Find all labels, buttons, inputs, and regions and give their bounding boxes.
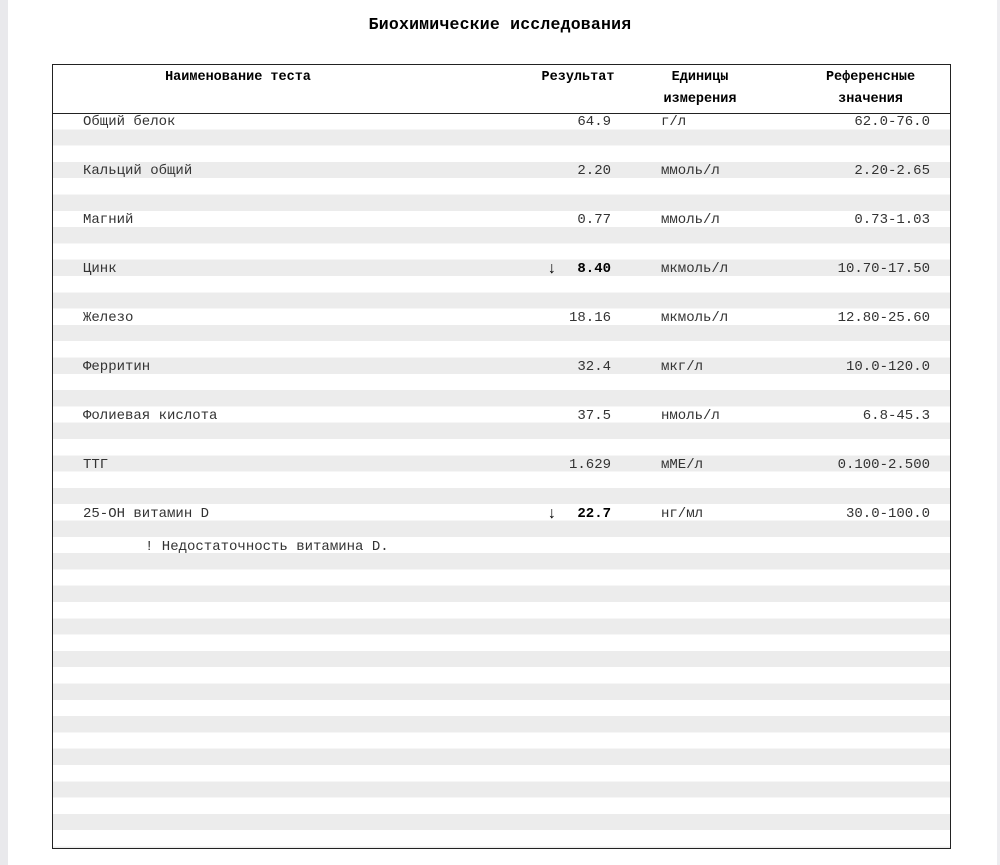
test-result: 18.16 — [568, 310, 611, 326]
header-test-name: Наименование теста — [165, 70, 311, 85]
results-table — [52, 64, 951, 849]
test-reference: 12.80-25.60 — [837, 310, 930, 326]
test-name: Цинк — [83, 261, 117, 277]
test-result: 8.40 — [577, 261, 611, 277]
test-result: 1.629 — [568, 457, 611, 473]
low-flag-icon: ↓ — [547, 260, 557, 278]
table-row — [53, 455, 950, 475]
table-row — [53, 210, 950, 230]
test-reference: 6.8-45.3 — [862, 408, 930, 424]
test-units: мкмоль/л — [661, 261, 729, 277]
test-result: 64.9 — [577, 114, 611, 130]
table-row — [53, 357, 950, 377]
header-ref-line2: значения — [838, 92, 903, 107]
test-name: ТТГ — [83, 457, 109, 473]
table-row — [53, 406, 950, 426]
test-result: 22.7 — [577, 506, 611, 522]
header-units — [645, 67, 755, 111]
test-reference: 0.100-2.500 — [837, 457, 930, 473]
test-units: мкг/л — [661, 359, 704, 375]
test-name: Общий белок — [83, 114, 176, 130]
table-row — [53, 112, 950, 132]
page-edge-left — [0, 0, 8, 865]
test-units: нг/мл — [661, 506, 704, 522]
test-result: 32.4 — [577, 359, 611, 375]
test-reference: 0.73-1.03 — [854, 212, 930, 228]
header-reference — [798, 67, 943, 111]
test-result: 0.77 — [577, 212, 611, 228]
header-result: Результат — [541, 70, 615, 85]
test-reference: 62.0-76.0 — [854, 114, 930, 130]
table-header — [53, 65, 950, 114]
test-units: ммоль/л — [661, 163, 720, 179]
test-reference: 30.0-100.0 — [845, 506, 930, 522]
table-row — [53, 161, 950, 181]
test-name: Железо — [83, 310, 134, 326]
low-flag-icon: ↓ — [547, 505, 557, 523]
header-units-line1: Единицы — [671, 70, 729, 85]
header-units-line2: измерения — [663, 92, 737, 107]
test-reference: 10.70-17.50 — [837, 261, 930, 277]
table-row — [53, 504, 950, 524]
test-units: мкмоль/л — [661, 310, 729, 326]
test-reference: 10.0-120.0 — [845, 359, 930, 375]
table-row — [53, 259, 950, 279]
test-name: Магний — [83, 212, 134, 228]
test-name: Фолиевая кислота — [83, 408, 218, 424]
test-result: 37.5 — [577, 408, 611, 424]
header-ref-line1: Референсные — [825, 70, 916, 85]
page-title: Биохимические исследования — [368, 15, 632, 34]
test-name: Кальций общий — [83, 163, 193, 179]
test-units: нмоль/л — [661, 408, 720, 424]
test-units: ммоль/л — [661, 212, 720, 228]
table-row — [53, 308, 950, 328]
test-name: Ферритин — [83, 359, 151, 375]
test-units: мМЕ/л — [661, 457, 704, 473]
test-reference: 2.20-2.65 — [854, 163, 930, 179]
test-units: г/л — [661, 114, 687, 130]
test-name: 25-OH витамин D — [83, 506, 210, 522]
test-result: 2.20 — [577, 163, 611, 179]
result-note: ! Недостаточность витамина D. — [145, 539, 389, 555]
